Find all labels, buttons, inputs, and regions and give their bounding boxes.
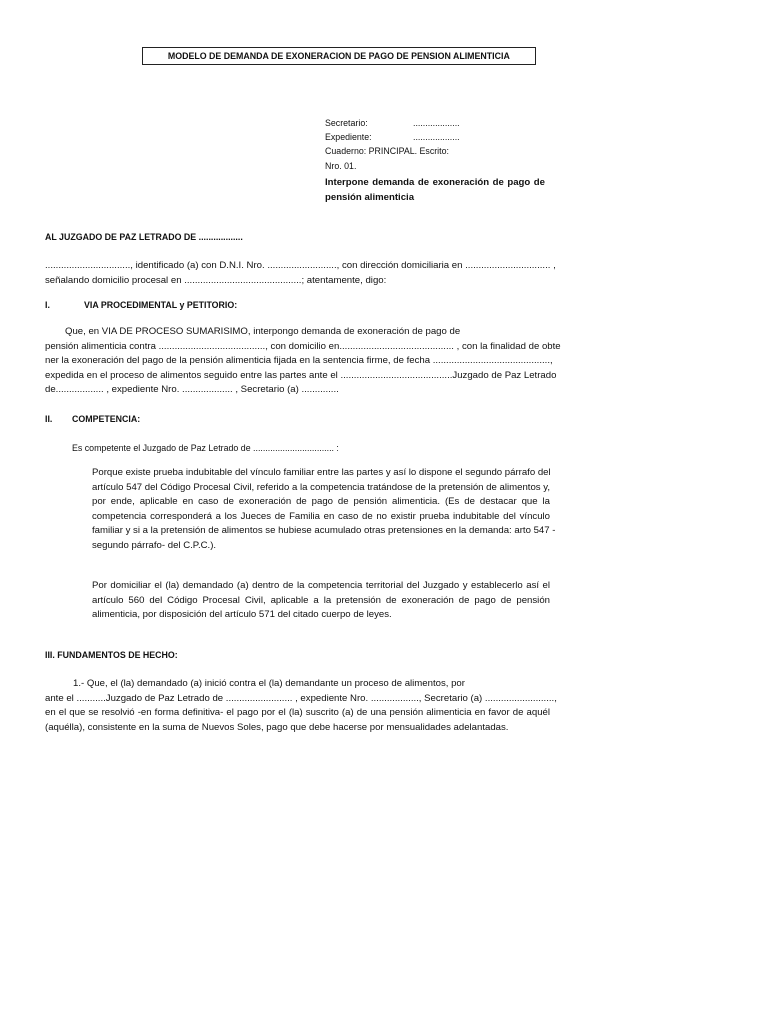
competence-line: artículo 560 del Código Procesal Civil, aplicable a la pretensión de exoneración de pago de pensión bbox=[92, 594, 550, 606]
competence-line: segundo párrafo- del C.P.C.). bbox=[92, 539, 217, 551]
sumilla-line: Interpone demanda de exoneración de pago de bbox=[325, 177, 545, 188]
competence-line: familiar y si a la pretensión de alimentos se hubiese acumulado otras pretensiones en la demanda: arto 547 - bbox=[92, 525, 556, 536]
sumilla-line: pensión alimenticia bbox=[325, 191, 415, 203]
intro-paragraph bbox=[45, 259, 556, 288]
addressee: AL JUZGADO DE PAZ LETRADO DE .................. bbox=[45, 232, 243, 243]
cuaderno-line: Cuaderno: PRINCIPAL. Escrito: bbox=[325, 146, 449, 157]
competence-line: Porque existe prueba indubitable del vínculo familiar entre las partes y así lo dispone el segundo párrafo del bbox=[92, 467, 551, 478]
section3-heading: III. FUNDAMENTOS DE HECHO: bbox=[45, 650, 178, 661]
document-title: MODELO DE DEMANDA DE EXONERACION DE PAGO DE PENSION ALIMENTICIA bbox=[168, 50, 510, 62]
section1-heading: VIA PROCEDIMENTAL y PETITORIO: bbox=[84, 300, 238, 311]
nro-line: Nro. 01. bbox=[325, 161, 357, 172]
competence-line: Por domiciliar el (la) demandado (a) dentro de la competencia territorial del Juzgado y establecerlo así el bbox=[92, 580, 550, 591]
section3-paragraph bbox=[45, 677, 557, 735]
expediente-value: ................... bbox=[413, 132, 460, 143]
section3-line: (aquélla), consistente en la suma de Nuevos Soles, pago que debe hacerse por mensualidades adelantadas. bbox=[45, 721, 509, 733]
document-title-box bbox=[142, 47, 536, 65]
section1-paragraph bbox=[45, 325, 561, 398]
secretario-value: ................... bbox=[413, 118, 460, 129]
competence-line: artículo 547 del Código Procesal Civil, referido a la competencia tratándose de la pretensión de alimentos y, bbox=[92, 481, 550, 493]
section3-line: ante el ...........Juzgado de Paz Letrado de ......................... , expediente Nro. .................., Secretario (a) .........................., bbox=[45, 692, 557, 704]
expediente-label: Expediente: bbox=[325, 132, 372, 143]
competence-line: alimenticia, por disposición del artículo 571 del citado cuerpo de leyes. bbox=[92, 609, 392, 620]
section1-number: I. bbox=[45, 300, 50, 311]
competence-paragraph-1 bbox=[92, 466, 556, 553]
section3-line: en el que se resolvió -en forma definitiva- el pago por el (la) suscrito (a) de una pensión alimenticia en favor de aquél bbox=[45, 707, 550, 718]
secretario-label: Secretario: bbox=[325, 118, 368, 129]
section1-line: Que, en VIA DE PROCESO SUMARISIMO, interpongo demanda de exoneración de pago de bbox=[65, 326, 461, 337]
section1-line: expedida en el proceso de alimentos seguido entre las partes ante el ..........................................Juzgado de Paz Letrado bbox=[45, 369, 557, 381]
section1-line: pensión alimenticia contra ........................................, con domicilio en........................................... , con la finalidad de obte bbox=[45, 340, 561, 352]
competence-line: por ende, aplicable en caso de exoneración de pago de pensión alimenticia. (Es de destacar que la bbox=[92, 496, 550, 507]
competence-line: competencia corresponderá a los Jueces de Familia en caso de no existir prueba indubitable del vínculo bbox=[92, 510, 550, 522]
section2-number: II. bbox=[45, 414, 53, 425]
section2-heading: COMPETENCIA: bbox=[72, 414, 141, 425]
section2-intro: Es competente el Juzgado de Paz Letrado de ................................. : bbox=[72, 443, 339, 454]
intro-line: señalando domicilio procesal en ............................................; atentamente, digo: bbox=[45, 274, 387, 286]
competence-paragraph-2 bbox=[92, 579, 550, 623]
section1-line: de.................. , expediente Nro. ................... , Secretario (a) .............. bbox=[45, 384, 339, 395]
section1-line: ner la exoneración del pago de la pensión alimenticia fijada en la sentencia firme, de fecha ............................................, bbox=[45, 355, 553, 366]
section3-line: 1.- Que, el (la) demandado (a) inició contra el (la) demandante un proceso de alimentos, por bbox=[73, 678, 465, 689]
intro-line: ................................, identificado (a) con D.N.I. Nro. .........................., con dirección domiciliaria en ................................ , bbox=[45, 260, 556, 271]
sumilla bbox=[325, 176, 545, 205]
